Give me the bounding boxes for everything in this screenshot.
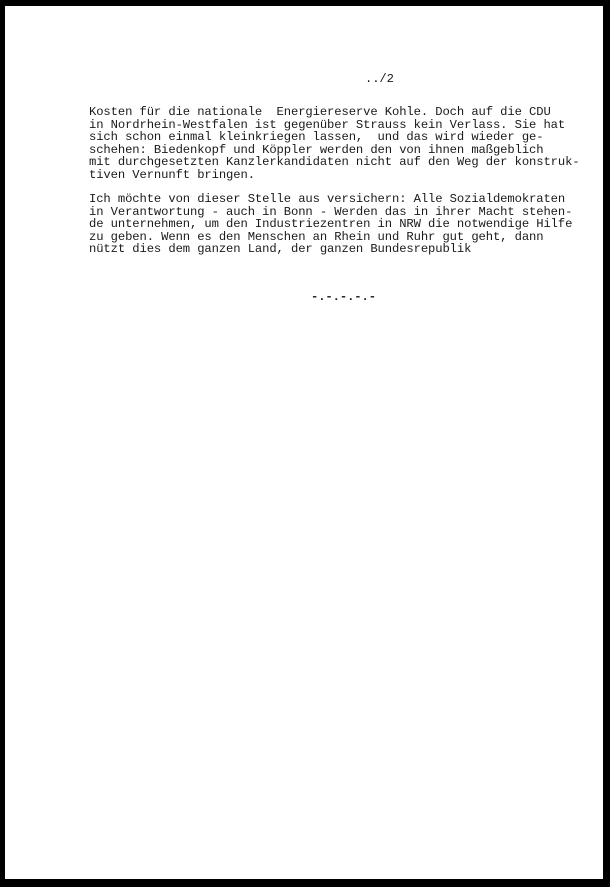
text-line: in Nordrhein-Westfalen ist gegenüber Strauss kein Verlass. Sie hat <box>89 117 566 132</box>
text-line: Kosten für die nationale Energiereserve Kohle. Doch auf die CDU <box>89 105 551 119</box>
text-line: in Verantwortung - auch in Bonn - Werden das in ihrer Macht stehen- <box>89 204 573 219</box>
text-line: nützt dies dem ganzen Land, der ganzen Bundesrepublik <box>89 242 472 257</box>
text-line: mit durchgesetzten Kanzlerkandidaten nicht auf den Weg der konstruk- <box>89 155 580 170</box>
document-page <box>5 6 603 879</box>
text-line: de unternehmen, um den Industriezentren in NRW die notwendige Hilfe <box>89 217 573 232</box>
end-mark: -.-.-.-.- <box>311 290 376 304</box>
text-line: tiven Vernunft bringen. <box>89 167 255 182</box>
paragraph-1 <box>89 106 589 182</box>
text-line: zu geben. Wenn es den Menschen an Rhein und Ruhr gut geht, dann <box>89 229 544 244</box>
page-reference: ../2 <box>365 72 394 86</box>
text-line: Ich möchte von dieser Stelle aus versichern: Alle Sozialdemokraten <box>89 192 566 206</box>
paragraph-2 <box>89 193 589 256</box>
text-line: sich schon einmal kleinkriegen lassen, und das wird wieder ge- <box>89 130 544 145</box>
text-line: schehen: Biedenkopf und Köppler werden den von ihnen maßgeblich <box>89 142 544 157</box>
